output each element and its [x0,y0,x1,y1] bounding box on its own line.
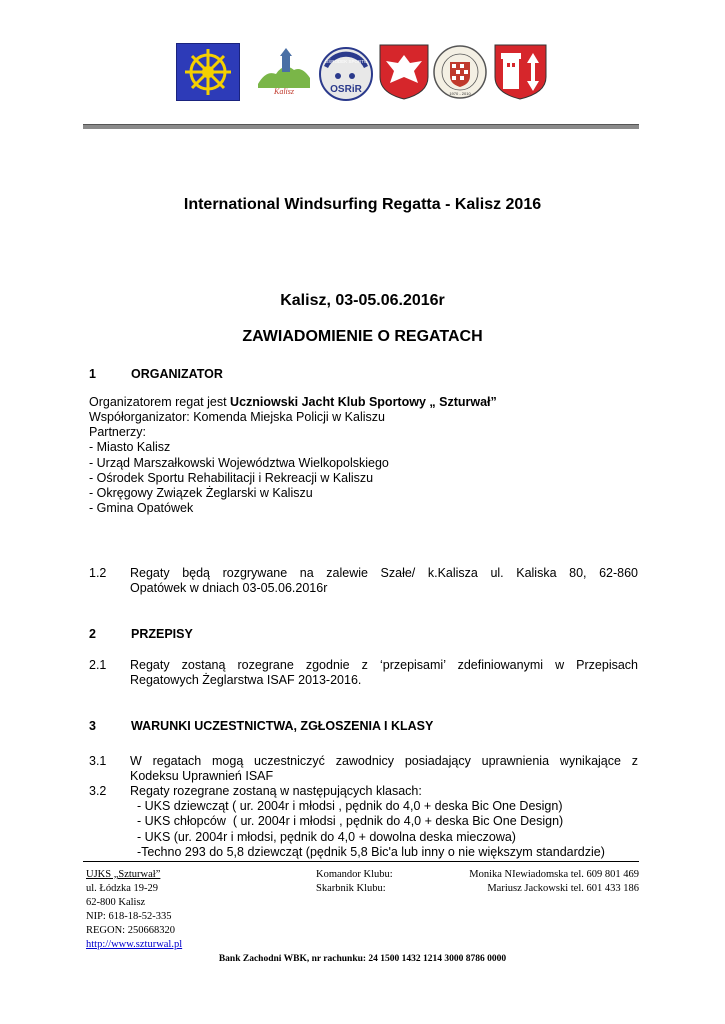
class-item: - UKS dziewcząt ( ur. 2004r i młodsi , pędnik do 4,0 + deska Bic One Design) [130,799,563,813]
text-line: Regaty będą rozgrywane na zalewie Szałe/ k.Kalisza ul. Kaliska 80, 62-860 [130,566,638,580]
item-number: 3.2 [89,784,107,798]
text-line: Regaty zostaną rozegrane zgodnie z ‘przepisami’ zdefiniowanymi w Przepisach [130,658,638,672]
item-number: 3.1 [89,754,107,768]
item-2-1-text [130,658,638,688]
text-line: Regatowych Żeglarstwa ISAF 2013-2016. [130,673,362,688]
ozz-seal-years: 1970 - 2010 [449,91,471,96]
list-item: - Gmina Opatówek [89,501,194,515]
szturwal-logo [176,43,240,101]
list-item: - Okręgowy Związek Żeglarski w Kaliszu [89,486,313,500]
section-title: WARUNKI UCZESTNICTWA, ZGŁOSZENIA I KLASY [131,719,434,733]
role-treasurer: Skarbnik Klubu: [316,883,386,894]
section-1-heading [89,367,223,381]
kalisz-logo [256,48,312,96]
class-item: - UKS chłopców ( ur. 2004r i młodsi , pędnik do 4,0 + deska Bic One Design) [130,814,564,828]
street: ul. Łódzka 19-29 [86,883,159,894]
footer-address [86,868,182,952]
text-line: Regaty rozegrane zostaną w następujących klasach: [130,784,422,798]
item-1-2-text [130,566,638,596]
contact-treasurer: Mariusz Jackowski tel. 601 433 186 [487,883,639,894]
section-2-heading [89,627,193,641]
eagle-crest-icon [378,43,430,101]
ozz-seal-icon [433,42,487,102]
osrir-logo [318,46,374,102]
section-title: PRZEPISY [131,627,193,641]
text-line: Kodeksu Uprawnień ISAF [130,769,274,784]
item-3-1-text [130,754,638,784]
organizer-prefix: Organizatorem regat jest [89,395,231,409]
item-number: 2.1 [89,658,107,672]
organizer-name: Uczniowski Jacht Klub Sportowy „ Szturwał” [230,395,497,409]
list-item: - Miasto Kalisz [89,440,171,454]
list-item: - Urząd Marszałkowski Województwa Wielkopolskiego [89,456,389,470]
footer-roles [316,868,393,896]
section-number: 1 [89,367,96,381]
role-commodore: Komandor Klubu: [316,869,393,880]
footer-contacts [469,868,639,896]
class-item: -Techno 293 do 5,8 dziewcząt (pędnik 5,8 Bic'a lub inny o nie większym standardzie) [130,845,605,859]
text-line: W regatach mogą uczestniczyć zawodnicy posiadający uprawnienia wynikające z [130,754,638,768]
contact-commodore: Monika NIewiadomska tel. 609 801 469 [469,869,639,880]
bank-account: Bank Zachodni WBK, nr rachunku: 24 1500 1432 1214 3000 8786 0000 [218,954,507,964]
text-line: Współorganizator: Komenda Miejska Policji w Kaliszu [89,410,385,424]
text-line: Partnerzy: [89,425,146,439]
nip: NIP: 618-18-52-335 [86,911,172,922]
item-number: 1.2 [89,566,107,580]
document-title: International Windsurfing Regatta - Kalisz 2016 [183,196,542,213]
organizer-line [89,395,497,410]
class-item: - UKS (ur. 2004r i młodsi, pędnik do 4,0 + dowolna deska mieczowa) [130,830,516,844]
osrir-subtext: OŚRODEK SPORTU [324,59,368,64]
section-number: 3 [89,719,96,733]
kalisz-logo-text: Kalisz [273,87,295,96]
place-date: Kalisz, 03-05.06.2016r [280,292,445,309]
regon: REGON: 250668320 [86,925,175,936]
section-title: ORGANIZATOR [131,367,223,381]
list-item: - Ośrodek Sportu Rehabilitacji i Rekreacji w Kaliszu [89,471,374,485]
website-link[interactable]: http://www.szturwal.pl [86,939,183,950]
city: 62-800 Kalisz [86,897,146,908]
osrir-text: OSRiR [330,84,362,95]
section-3-heading [89,719,433,733]
section-number: 2 [89,627,96,641]
footer-rule [83,861,639,862]
club-name: UJKS „Szturwał” [86,869,161,880]
text-line: Opatówek w dniach 03-05.06.2016r [130,581,328,596]
header-rule [83,124,639,129]
opatowek-crest-icon [493,43,548,101]
document-heading: ZAWIADOMIENIE O REGATACH [242,328,483,345]
